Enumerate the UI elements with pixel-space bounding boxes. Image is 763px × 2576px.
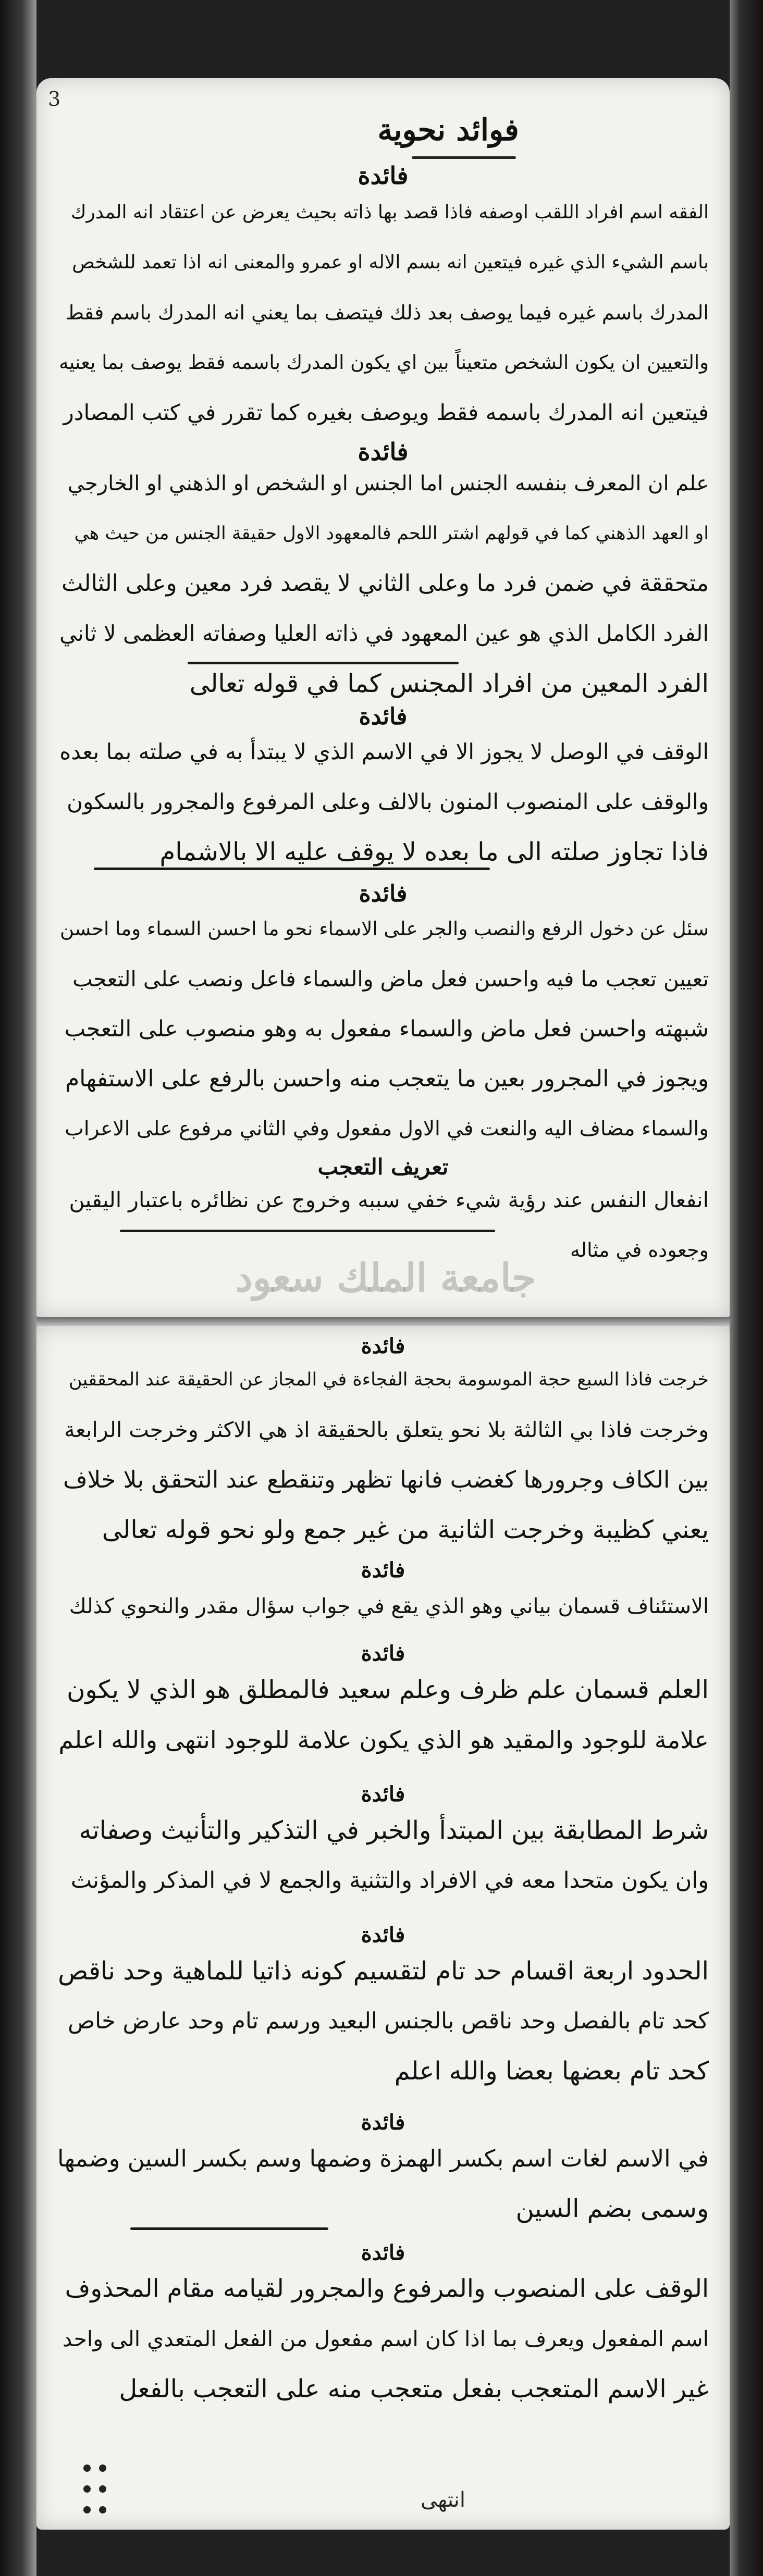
section-body (57, 2134, 709, 2234)
right-edge-shadow (730, 0, 763, 2576)
section-heading: فائدة (358, 162, 409, 190)
text-line: علم ان المعرف بنفسه الجنس اما الجنس او الشخص او الذهني او الخارجي (67, 472, 709, 496)
text-line: فاذا تجاوز صلته الى ما بعده لا يوقف عليه الا بالاشمام (159, 837, 709, 866)
text-line: سئل عن دخول الرفع والنصب والجر على الاسماء نحو ما احسن السماء وما احسن (60, 918, 709, 940)
underline-stroke (130, 2227, 328, 2230)
section-heading: فائدة (361, 1923, 405, 1947)
page-title: فوائد نحوية (377, 112, 519, 147)
section-body (57, 1355, 709, 1555)
section-heading: فائدة (361, 1558, 405, 1582)
library-watermark: جامعة الملك سعود (235, 1256, 536, 1301)
text-line: الاستئناف قسمان بياني وهو الذي يقع في جواب سؤال مقدر والنحوي كذلك (69, 1594, 709, 1618)
section-heading: فائدة (359, 703, 408, 730)
text-line: والوقف على المنصوب المنون بالالف وعلى المرفوع والمجرور بالسكون (67, 789, 709, 814)
text-line: الوقف في الوصل لا يجوز الا في الاسم الذي لا يبتدأ به في صلته بما بعده (59, 739, 709, 764)
text-line: الحدود اربعة اقسام حد تام لتقسيم كونه ذاتيا للماهية وحد ناقص (58, 1956, 709, 1986)
text-line: الفرد المعين من افراد المجنس كما في قوله تعالى (189, 669, 709, 698)
text-line: العلم قسمان علم ظرف وعلم سعيد فالمطلق هو الذي لا يكون (67, 1675, 709, 1704)
text-line: تعيين تعجب ما فيه واحسن فعل ماض والسماء فاعل ونصب على التعجب (72, 967, 709, 992)
section-body (57, 2264, 709, 2414)
text-line: ويجوز في المجرور بعين ما يتعجب منه واحسن بالرفع على الاستفهام (65, 1066, 709, 1092)
section-body (57, 188, 709, 438)
text-line: الوقف على المنصوب والمرفوع والمجرور لقيامه مقام المحذوف (65, 2274, 709, 2303)
text-line: في الاسم لغات اسم بكسر الهمزة وضمها وسم بكسر السين وضمها (57, 2145, 709, 2172)
text-line: انفعال النفس عند رؤية شيء خفي سببه وخروج عن نظائره باعتبار اليقين (69, 1187, 709, 1212)
text-line: باسم الشيء الذي غيره فيتعين انه بسم الاله او عمرو والمعنى انه اذا تعمد للشخص (72, 252, 709, 273)
section-heading: تعريف التعجب (317, 1154, 449, 1180)
text-line: الفقه اسم افراد اللقب اوصفه فاذا قصد بها ذاته بحيث يعرض عن اعتقاد انه المدرك (70, 202, 709, 223)
section-body (57, 459, 709, 709)
section-body (57, 1946, 709, 2096)
section-heading: فائدة (358, 438, 409, 466)
title-underline (412, 156, 516, 159)
section-heading: فائدة (361, 2240, 405, 2265)
section-heading: فائدة (361, 1641, 405, 1666)
text-line: يعني كظيبة وخرجت الثانية من غير جمع ولو نحو قوله تعالى (102, 1515, 709, 1544)
text-line: غير الاسم المتعجب بفعل متعجب منه على التعجب بالفعل (119, 2374, 709, 2404)
text-line: والتعيين ان يكون الشخص متعيناً بين اي يكون المدرك باسمه فقط يوصف بما يعنيه (59, 351, 709, 374)
text-line: والسماء مضاف اليه والنعت في الاول مفعول وفي الثاني مرفوع على الاعراب (65, 1117, 709, 1141)
section-body (57, 1805, 709, 1905)
text-line: شبهته واحسن فعل ماض والسماء مفعول به وهو منصوب على التعجب (64, 1016, 709, 1042)
section-heading: فائدة (361, 2110, 405, 2135)
text-line: علامة للوجود والمقيد هو الذي يكون علامة للوجود انتهى والله اعلم (58, 1726, 709, 1754)
left-binding-shadow (0, 0, 36, 2576)
text-line: الفرد الكامل الذي هو عين المعهود في ذاته العليا وصفاته العظمى لا ثاني (59, 621, 709, 646)
page-number: 3 (48, 88, 61, 110)
text-line: بين الكاف وجرورها كغضب فانها تظهر وتنقطع عند التحقق بلا خلاف (63, 1466, 709, 1493)
section-heading: فائدة (361, 1334, 405, 1358)
text-line: اسم المفعول ويعرف بما اذا كان اسم مفعول من الفعل المتعدي الى واحد (63, 2326, 709, 2351)
text-line: او العهد الذهني كما في قولهم اشتر اللحم فالمعهود الاول حقيقة الجنس من حيث هي (74, 523, 709, 544)
margin-dots (73, 2459, 136, 2517)
closing-word: انتهى (420, 2488, 466, 2512)
section-heading: فائدة (359, 881, 408, 907)
text-line: وخرجت فاذا بي الثالثة بلا نحو يتعلق بالحقيقة اذ هي الاكثر وخرجت الرابعة (64, 1417, 709, 1442)
text-line: فيتعين انه المدرك باسمه فقط ويوصف بغيره كما تقرر في كتب المصادر (63, 400, 709, 425)
underline-stroke (94, 868, 490, 870)
section-body (57, 904, 709, 1154)
text-line: وسمى بضم السين (515, 2194, 709, 2223)
underline-stroke (188, 662, 459, 664)
section-body (57, 1581, 709, 1631)
section-body (57, 1665, 709, 1765)
section-body (57, 727, 709, 877)
text-line: خرجت فاذا السبع حجة الموسومة بحجة الفجاءة في المجاز عن الحقيقة عند المحققين (69, 1369, 709, 1390)
section-heading: فائدة (361, 1782, 405, 1806)
text-line: كحد تام بعضها بعضا والله اعلم (394, 2057, 709, 2086)
underline-stroke (120, 1230, 495, 1232)
text-line: شرط المطابقة بين المبتدأ والخبر في التذكير والتأنيث وصفاته (79, 1816, 709, 1845)
text-line: المدرك باسم غيره فيما يوصف بعد ذلك فيتصف بما يعني انه المدرك باسم فقط (65, 301, 709, 324)
text-line: وان يكون متحدا معه في الافراد والتثنية والجمع لا في المذكر والمؤنث (70, 1867, 709, 1893)
text-line: كحد تام بالفصل وحد ناقص بالجنس البعيد ورسم تام وحد عارض خاص (68, 2008, 709, 2034)
text-line: وجعوده في مثاله (570, 1239, 709, 1261)
text-line: متحققة في ضمن فرد ما وعلى الثاني لا يقصد فرد معين وعلى الثالث (61, 570, 709, 597)
